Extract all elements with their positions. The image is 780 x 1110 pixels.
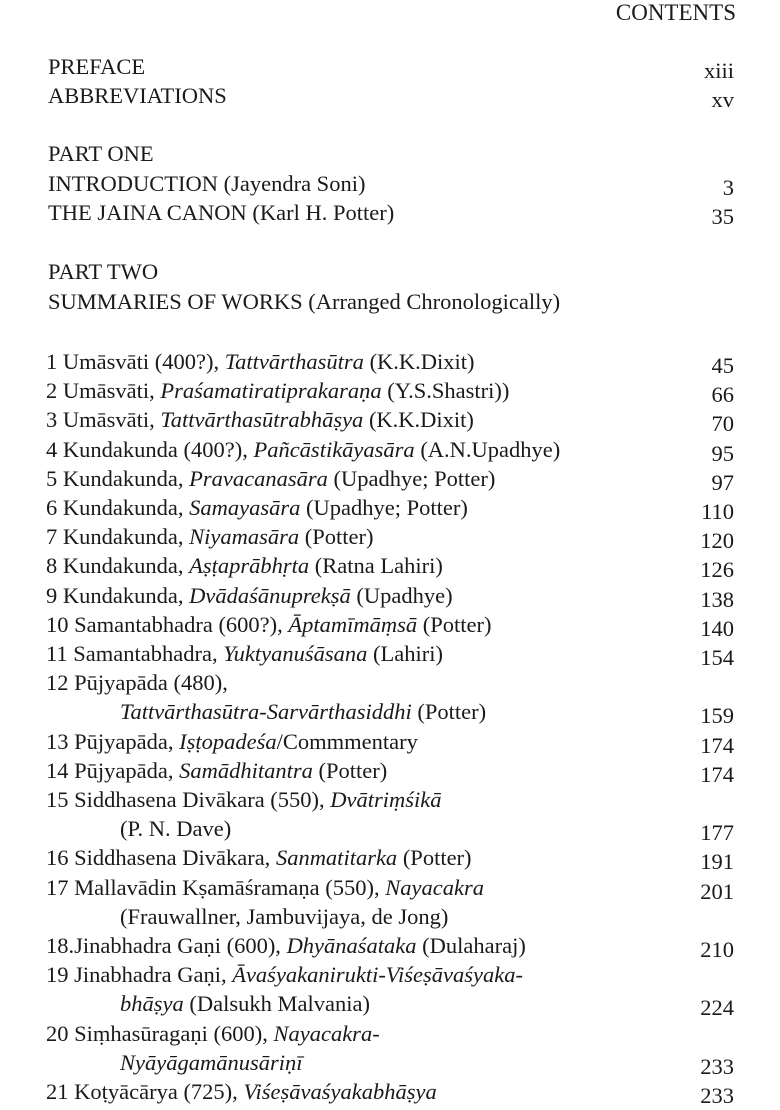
entry-contributor: (Potter) xyxy=(299,524,374,550)
toc-page-number: xv xyxy=(711,87,734,112)
toc-title xyxy=(46,522,373,551)
toc-title xyxy=(46,1019,380,1048)
toc-title xyxy=(46,873,484,902)
toc-title: THE JAINA CANON (Karl H. Potter) xyxy=(48,200,395,225)
entry-work-title: Dvātriṃśikā xyxy=(330,787,442,812)
entry-contributor: (Upadhye; Potter) xyxy=(300,495,468,520)
entry-work-title: Āptamīmāṃsā xyxy=(288,611,418,637)
entry-work-title: Dhyānaśataka xyxy=(286,933,417,958)
toc-title xyxy=(46,931,526,960)
toc-title xyxy=(46,435,560,464)
toc-entry[interactable] xyxy=(46,668,734,697)
part-label: PART ONE xyxy=(48,141,154,166)
toc-page-number: 201 xyxy=(700,878,734,904)
toc-title xyxy=(46,639,443,668)
toc-entry[interactable] xyxy=(46,785,734,814)
toc-title xyxy=(46,493,468,522)
toc-page-number: 154 xyxy=(700,645,734,670)
entry-author: 9 Kundakunda, xyxy=(46,582,190,608)
entry-work-title: Iṣṭopadeśa xyxy=(179,728,277,754)
entry-contributor: (A.N.Upadhye) xyxy=(414,436,561,462)
entry-work-title: Nayacakra xyxy=(385,874,485,900)
toc-entry[interactable] xyxy=(46,873,734,902)
toc-entry[interactable] xyxy=(46,1019,734,1048)
toc-entry[interactable] xyxy=(46,1077,734,1106)
toc-page-number: 159 xyxy=(700,703,734,729)
toc-title: INTRODUCTION (Jayendra Soni) xyxy=(48,171,366,196)
toc-entry[interactable] xyxy=(46,435,734,464)
entry-author: 13 Pūjyapāda, xyxy=(46,728,180,754)
toc-page-number: 224 xyxy=(700,995,734,1021)
entry-author: 16 Siddhasena Divākara, xyxy=(46,845,276,871)
entry-author: 3 Umāsvāti, xyxy=(46,407,161,433)
toc-page-number: 191 xyxy=(700,849,734,875)
toc-title xyxy=(46,668,228,697)
entry-work-title: Tattvārthasūtra-Sarvārthasiddhi xyxy=(120,699,412,725)
entry-author: 6 Kundakunda, xyxy=(46,495,190,520)
entry-work-title: bhāṣya xyxy=(120,991,184,1017)
toc-entry[interactable] xyxy=(46,464,734,493)
entry-work-title: Tattvārthasūtrabhāṣya xyxy=(160,407,364,433)
toc-entry[interactable] xyxy=(46,756,734,785)
toc-title xyxy=(46,464,495,493)
entry-work-title: Samādhitantra xyxy=(179,757,313,783)
toc-title xyxy=(46,610,492,639)
entry-work-title: Pañcāstikāyasāra xyxy=(253,436,415,462)
entry-work-title: Āvaśyakanirukti-Viśeṣāvaśyaka- xyxy=(232,962,523,988)
toc-title xyxy=(46,960,523,989)
toc-page-number: 110 xyxy=(701,499,734,524)
toc-entry-continuation[interactable] xyxy=(46,814,734,846)
entry-author: 1 Umāsvāti (400?), xyxy=(46,349,225,374)
entry-work-title: Tattvārthasūtra xyxy=(224,349,364,374)
toc-page-number: 177 xyxy=(700,820,734,846)
entry-work-title: Samayasāra xyxy=(189,495,301,520)
entry-author: 7 Kundakunda, xyxy=(46,524,190,550)
toc-entry[interactable] xyxy=(46,610,734,639)
entry-work-title: Praśamatiratiprakaraṇa xyxy=(160,378,382,404)
toc-page-number: 45 xyxy=(711,353,734,378)
contents-heading: CONTENTS xyxy=(615,0,736,25)
entry-contributor: (Ratna Lahiri) xyxy=(309,553,443,579)
entry-contributor: /Commmentary xyxy=(276,728,418,754)
toc-title: PREFACE xyxy=(48,54,146,79)
toc-page-number: 97 xyxy=(711,469,734,495)
toc-page-number: 233 xyxy=(700,1053,734,1079)
toc-entry[interactable] xyxy=(46,581,734,610)
toc-entry-continuation[interactable] xyxy=(46,1048,734,1077)
toc-entry[interactable] xyxy=(46,551,734,583)
entry-author: (P. N. Dave) xyxy=(120,816,232,842)
entry-author: 10 Samantabhadra (600?), xyxy=(46,611,289,637)
toc-page-number: 140 xyxy=(700,615,734,641)
toc-page-number: 66 xyxy=(711,382,734,408)
toc-entry[interactable] xyxy=(46,931,734,960)
part-two-subtitle xyxy=(48,287,734,316)
part-one-label xyxy=(48,139,734,168)
toc-title xyxy=(46,581,453,610)
entry-author: 4 Kundakunda (400?), xyxy=(46,436,254,462)
toc-title xyxy=(120,902,448,931)
entry-contributor: (Dulaharaj) xyxy=(416,933,526,958)
toc-entry[interactable] xyxy=(46,493,734,522)
toc-title xyxy=(120,814,231,843)
entry-work-title: Sanmatitarka xyxy=(275,845,398,871)
toc-title xyxy=(46,1077,437,1106)
entry-contributor: (K.K.Dixit) xyxy=(363,349,475,374)
toc-title xyxy=(46,727,418,756)
toc-row-introduction[interactable] xyxy=(48,169,734,198)
toc-title xyxy=(46,785,442,814)
toc-title xyxy=(46,551,443,580)
entry-author: 15 Siddhasena Divākara (550), xyxy=(46,787,331,812)
entry-contributor: (Potter) xyxy=(411,699,487,725)
entry-author: 5 Kundakunda, xyxy=(46,465,190,491)
toc-title xyxy=(46,376,509,405)
entry-author: 14 Pūjyapāda, xyxy=(46,757,180,783)
toc-title xyxy=(46,756,387,785)
entry-author: 19 Jinabhadra Gaṇi, xyxy=(46,962,233,988)
entry-work-title: Nyāyāgamānusāriṇī xyxy=(120,1049,303,1075)
entry-work-title: Dvādaśānuprekṣā xyxy=(189,582,351,608)
entry-work-title: Niyamasāra xyxy=(189,524,300,550)
entry-work-title: Pravacanasāra xyxy=(189,465,328,491)
toc-page-number: 138 xyxy=(700,586,734,612)
toc-entry[interactable] xyxy=(46,639,734,668)
toc-row-jaina-canon[interactable] xyxy=(48,198,734,227)
toc-title xyxy=(120,989,370,1018)
toc-entry[interactable] xyxy=(46,727,734,756)
entry-author: 18.Jinabhadra Gaṇi (600), xyxy=(46,933,287,958)
entry-author: 12 Pūjyapāda (480), xyxy=(46,670,228,696)
toc-entry[interactable] xyxy=(46,347,734,376)
entry-contributor: (Lahiri) xyxy=(367,641,444,666)
toc-entry[interactable] xyxy=(46,376,734,408)
entry-contributor: (Dalsukh Malvania) xyxy=(183,991,370,1017)
toc-page-number: 174 xyxy=(700,761,734,787)
part-label: PART TWO xyxy=(48,259,159,284)
entry-contributor: (Potter) xyxy=(397,845,472,871)
toc-page-number: 126 xyxy=(700,557,734,583)
toc-title: ABBREVIATIONS xyxy=(48,83,227,108)
entry-author: 20 Siṃhasūragaṇi (600), xyxy=(46,1020,274,1046)
toc-page-number: xiii xyxy=(703,58,734,83)
toc-page-number: 35 xyxy=(711,204,734,229)
toc-title xyxy=(120,1048,303,1077)
entry-author: (Frauwallner, Jambuvijaya, de Jong) xyxy=(120,903,449,929)
toc-page-number: 233 xyxy=(700,1083,734,1108)
entry-work-title: Aṣṭaprābhṛta xyxy=(189,553,310,579)
entry-contributor: (Y.S.Shastri)) xyxy=(381,378,510,404)
entry-contributor: (Upadhye; Potter) xyxy=(327,465,496,491)
part-subtitle: SUMMARIES OF WORKS (Arranged Chronologically) xyxy=(48,289,561,314)
toc-page-number: 95 xyxy=(711,440,734,466)
toc-title xyxy=(46,843,472,872)
toc-page-number: 120 xyxy=(700,528,734,554)
toc-page-number: 3 xyxy=(722,175,734,200)
entry-author: 11 Samantabhadra, xyxy=(46,641,224,666)
entry-author: 2 Umāsvāti, xyxy=(46,378,161,404)
entry-author: 21 Koṭyācārya (725), xyxy=(46,1079,244,1104)
toc-row-abbreviations[interactable] xyxy=(48,81,734,110)
toc-entry[interactable] xyxy=(46,960,734,989)
toc-entry[interactable] xyxy=(46,522,734,554)
toc-title xyxy=(46,405,474,434)
entry-work-title: Nayacakra- xyxy=(273,1020,380,1046)
toc-page-number: 70 xyxy=(711,411,734,437)
toc-entry[interactable] xyxy=(46,843,734,875)
toc-entry[interactable] xyxy=(46,405,734,437)
entry-work-title: Viśeṣāvaśyakabhāṣya xyxy=(243,1079,437,1104)
toc-title xyxy=(120,697,486,726)
toc-title xyxy=(46,347,475,376)
toc-page-number: 174 xyxy=(700,732,734,758)
entry-contributor: (Potter) xyxy=(417,611,492,637)
toc-page-number: 210 xyxy=(700,937,734,962)
entry-contributor: (Upadhye) xyxy=(350,582,453,608)
entry-contributor: (K.K.Dixit) xyxy=(363,407,474,433)
toc-entry-continuation[interactable] xyxy=(46,989,734,1021)
entry-author: 8 Kundakunda, xyxy=(46,553,190,579)
toc-entry-continuation[interactable] xyxy=(46,697,734,729)
entry-work-title: Yuktyanuśāsana xyxy=(223,641,368,666)
entry-author: 17 Mallavādin Kṣamāśramaṇa (550), xyxy=(46,874,386,900)
toc-entry-continuation[interactable] xyxy=(46,902,734,931)
part-two-label xyxy=(48,257,734,286)
entry-contributor: (Potter) xyxy=(312,757,388,783)
toc-row-preface[interactable] xyxy=(48,52,734,81)
